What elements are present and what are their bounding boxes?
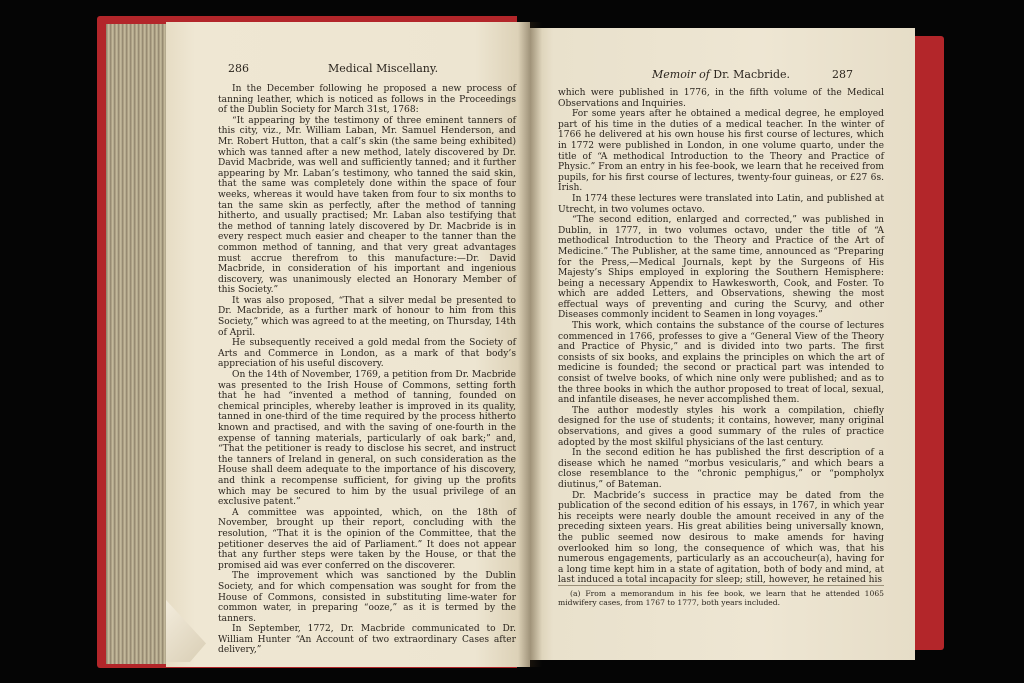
right-page-body (558, 88, 884, 586)
paragraph: The improvement which was sanctioned by the Dublin Society, and for which compensation was sought for from the House of Commons, consisted in substituting lime-water for common water, in preparing “ooze,” as it is termed by the tanners. (218, 571, 516, 624)
right-page-number: 287 (832, 68, 853, 81)
paragraph: In September, 1772, Dr. Macbride communicated to Dr. William Hunter “An Account of two extraordinary Cases after delivery,” (218, 624, 516, 656)
paragraph: It was also proposed, “That a silver medal be presented to Dr. Macbride, as a further mark of honour to him from this Society,” which was agreed to at the meeting, on Thursday, 14th of April. (218, 295, 516, 338)
paragraph: Dr. Macbride’s success in practice may be dated from the publication of the second edition of his essays, in 1767, in which year his receipts were nearly double the amount received in any of the preceding sixteen years. His great abilities being universally known, the public seemed now desirous to make amends for having overlooked him so long, the consequence of which was, that his numerous engagements, particularly as an accoucheur(a), having for a long time kept him in a state of agitation, both of body and mind, at last induced a total incapacity for sleep; still, however, he retained his (558, 490, 884, 586)
page-edges-left (106, 24, 168, 664)
right-running-head (652, 68, 790, 81)
running-head-italic: Memoir of (652, 68, 710, 81)
paragraph: For some years after he obtained a medical degree, he employed part of his time in the duties of a medical teacher. In the winter of 1766 he delivered at his own house his first course of lectures, which in 1772 were published in London, in one volume quarto, under the title of “A methodical Introduction to the Theory and Practice of Physic.” From an entry in his fee-book, we learn that he received from pupils, for his first course of lectures, twenty-four guineas, or £27 6s. Irish. (558, 109, 884, 194)
paragraph: which were published in 1776, in the fifth volume of the Medical Observations and Inquiries. (558, 88, 884, 109)
paragraph: He subsequently received a gold medal from the Society of Arts and Commerce in London, as a mark of that body’s appreciation of his useful discovery. (218, 338, 516, 370)
left-page-body (218, 84, 516, 656)
paragraph: This work, which contains the substance of the course of lectures commenced in 1766, professes to give a “General View of the Theory and Practice of Physic,” and is divided into two parts. The first consists of six books, and explains the principles on which the art of medicine is founded; the second or practical part was intended to consist of twelve books, of which nine only were published; and as to the three books in which the author proposed to treat of local, sexual, and infantile diseases, he never accomplished them. (558, 321, 884, 406)
paragraph: The author modestly styles his work a compilation, chiefly designed for the use of students; it contains, however, many original observations, and gives a good summary of the rules of practice adopted by the most skilful physicians of the last century. (558, 405, 884, 448)
footnote-text: (a) From a memorandum in his fee book, we learn that he attended 1065 midwifery cases, from 1767 to 1777, both years included. (558, 589, 884, 608)
book-gutter (518, 22, 542, 667)
paragraph: A committee was appointed, which, on the 18th of November, brought up their report, concluding with the resolution, “That it is the opinion of the Committee, that the petitioner deserves the aid of Parliament.” It does not appear that any further steps were taken by the House, or that the promised aid was ever conferred on the discoverer. (218, 507, 516, 571)
running-head-name: Dr. Macbride. (713, 68, 791, 81)
paragraph: In the second edition he has published the first description of a disease which he named “morbus vesicularis,” and which bears a close resemblance to the “chronic pemphigus,” or “pompholyx diutinus,” of Bateman. (558, 448, 884, 490)
paragraph: “It appearing by the testimony of three eminent tanners of this city, viz., Mr. William Laban, Mr. Samuel Henderson, and Mr. Robert Hutton, that a calf’s skin (the same being exhibited) which was tanned after a new method, lately discovered by Dr. David Macbride, was well and sufficiently tanned; and it further appearing by Mr. Laban’s testimony, who tanned the said skin, that the same was completely done within the space of four weeks, whereas it would have taken from four to six months to tan the same skin as perfectly, after the method of tanning hitherto, and usually practised; Mr. Laban also testifying that the method of tanning lately discovered by Dr. Macbride is in every respect much easier and cheaper to the tanner than the common method of tanning, and that very great advantages must accrue therefrom to this manufacture:—Dr. David Macbride, in consideration of his important and ingenious discovery, was unanimously elected an Honorary Member of this Society.” (218, 115, 516, 296)
left-running-head: Medical Miscellany. (328, 62, 439, 75)
paragraph: In the December following he proposed a new process of tanning leather, which is noticed as follows in the Proceedings of the Dublin Society for March 31st, 1768: (218, 84, 516, 116)
paragraph: In 1774 these lectures were translated into Latin, and published at Utrecht, in two volumes octavo. (558, 193, 884, 215)
footnote (558, 585, 884, 607)
right-page (530, 28, 915, 660)
paragraph: “The second edition, enlarged and corrected,” was published in Dublin, in 1777, in two volumes octavo, under the title of “A methodical Introduction to the Theory and Practice of the Art of Medicine.” The Publisher, at the same time, announced as “Preparing for the Press,—Medical Journals, kept by the Surgeons of His Majesty’s Ships employed in exploring the Southern Hemisphere: being a necessary Appendix to Hawkesworth, Cook, and Foster. To which are added Letters, and Observations, shewing the most effectual ways of preventing and curing the Scurvy, and other Diseases commonly incident to Seamen in long voyages.” (558, 215, 884, 321)
left-page (166, 22, 530, 667)
paragraph: On the 14th of November, 1769, a petition from Dr. Macbride was presented to the Irish House of Commons, setting forth that he had “invented a method of tanning, founded on chemical principles, whereby leather is improved in its quality, tanned in one-third of the time required by the process hitherto known and practised, and with the saving of one-fourth in the expense of tanning materials, particularly of oak bark;” and, “That the petitioner is ready to disclose his secret, and instruct the tanners of Ireland in general, on such consideration as the House shall deem adequate to the importance of his discovery, and think a recompense sufficient, for giving up the profits which may be secured to him by the usual privilege of an exclusive patent.” (218, 370, 516, 508)
left-page-number: 286 (228, 62, 249, 75)
